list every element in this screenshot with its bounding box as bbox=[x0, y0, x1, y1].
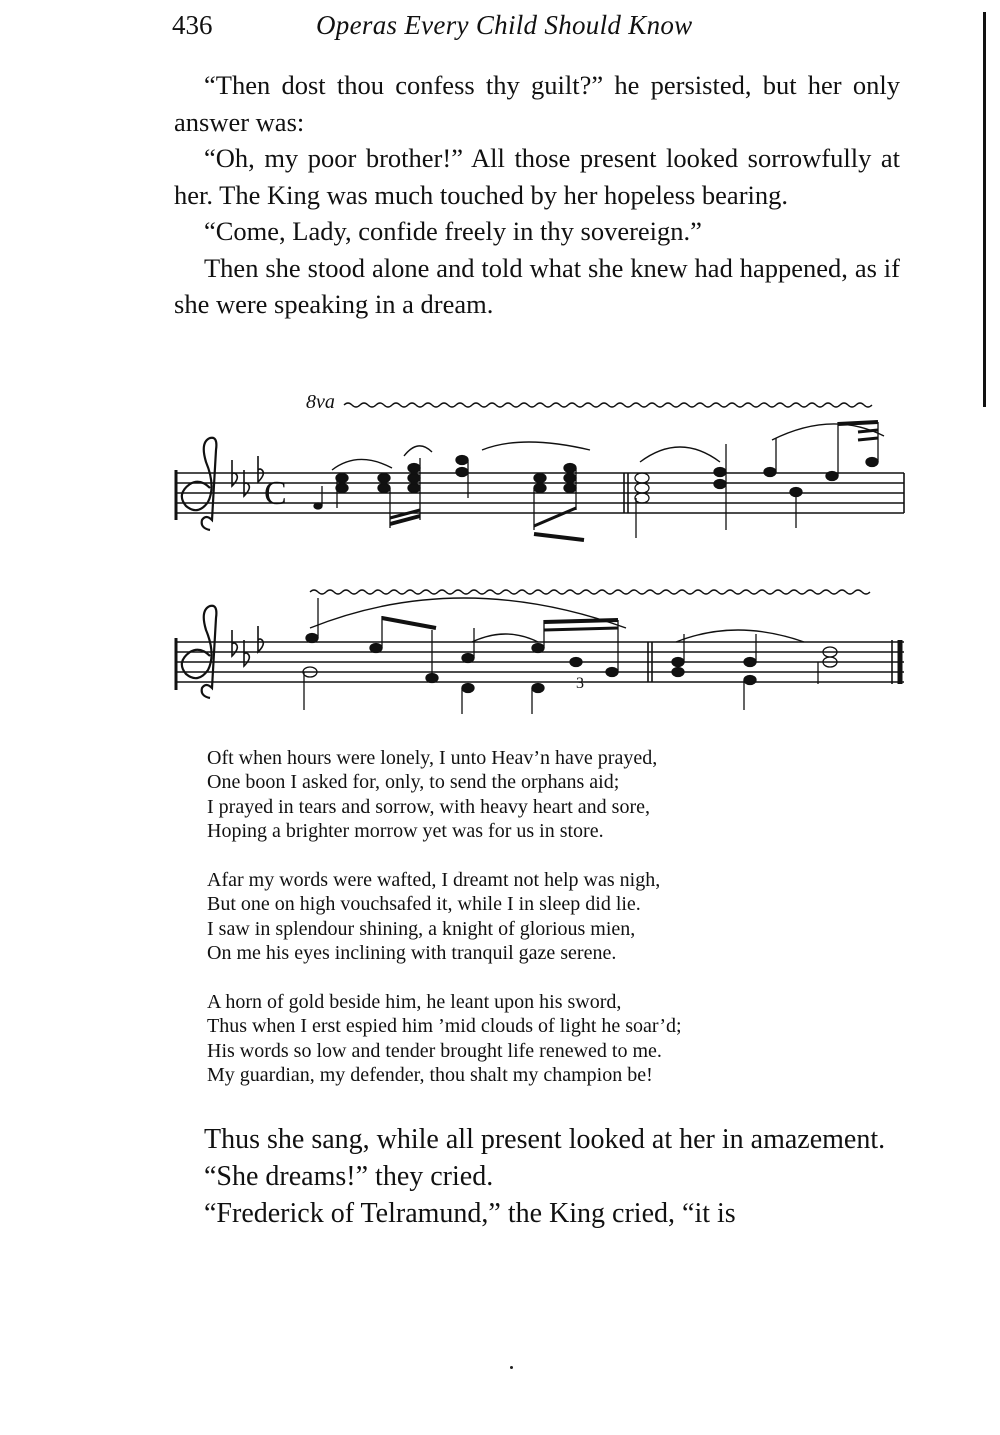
paragraph: Then she stood alone and told what she knew had happened, as if she were speaking in a dream. bbox=[174, 252, 900, 319]
key-signature bbox=[232, 456, 263, 496]
verse-line: A horn of gold beside him, he leant upon his sword, bbox=[207, 991, 622, 1013]
tuplet-number: 3 bbox=[576, 675, 584, 692]
notes-system-1 bbox=[314, 422, 878, 540]
verse-line: My guardian, my defender, thou shalt my champion be! bbox=[207, 1063, 653, 1086]
paragraph: Thus she sang, while all present looked at her in amazement. bbox=[204, 1124, 886, 1155]
paragraph: “Oh, my poor brother!” All those present looked sorrowfully at her. The King was much touched by her hopeless bearing. bbox=[174, 143, 900, 210]
page-number: 436 bbox=[172, 10, 213, 40]
print-speck bbox=[510, 1366, 513, 1369]
verse-line: Oft when hours were lonely, I unto Heav’n have prayed, bbox=[207, 747, 658, 769]
verse-line: I saw in splendour shining, a knight of glorious mien, bbox=[207, 917, 636, 940]
verse-stanza bbox=[207, 990, 847, 1087]
notes-system-2 bbox=[303, 598, 837, 714]
verse-line: I prayed in tears and sorrow, with heavy heart and sore, bbox=[207, 795, 650, 818]
paragraph: “Come, Lady, confide freely in thy sovereign.” bbox=[204, 216, 702, 246]
verse-line: Thus when I erst espied him ’mid clouds of light he soar’d; bbox=[207, 1015, 682, 1038]
paragraph: “She dreams!” they cried. bbox=[204, 1161, 494, 1192]
verse-line: But one on high vouchsafed it, while I in sleep did lie. bbox=[207, 893, 641, 916]
music-excerpt bbox=[172, 380, 912, 720]
verse-line: Hoping a brighter morrow yet was for us in store. bbox=[207, 819, 604, 842]
ottava-line bbox=[310, 590, 870, 594]
verse-stanza bbox=[207, 868, 847, 965]
treble-clef bbox=[182, 438, 217, 530]
verse-line: One boon I asked for, only, to send the orphans aid; bbox=[207, 771, 620, 794]
margin-rule bbox=[983, 12, 986, 407]
verse-line: On me his eyes inclining with tranquil gaze serene. bbox=[207, 941, 617, 964]
key-signature bbox=[232, 626, 263, 666]
paragraph: “Frederick of Telramund,” the King cried, “it is bbox=[204, 1198, 736, 1229]
verse-line: His words so low and tender brought life renewed to me. bbox=[207, 1039, 662, 1062]
verse-stanza bbox=[207, 746, 847, 843]
prose-top bbox=[174, 67, 900, 323]
ottava-mark: 8va bbox=[306, 391, 335, 413]
ottava-line bbox=[344, 403, 872, 407]
time-signature: C bbox=[264, 475, 287, 512]
prose-bottom bbox=[174, 1121, 900, 1232]
running-title: Operas Every Child Should Know bbox=[316, 10, 693, 40]
verse-line: Afar my words were wafted, I dreamt not help was nigh, bbox=[207, 869, 661, 891]
running-header bbox=[172, 10, 772, 46]
paragraph: “Then dost thou confess thy guilt?” he persisted, but her only answer was: bbox=[174, 70, 900, 137]
